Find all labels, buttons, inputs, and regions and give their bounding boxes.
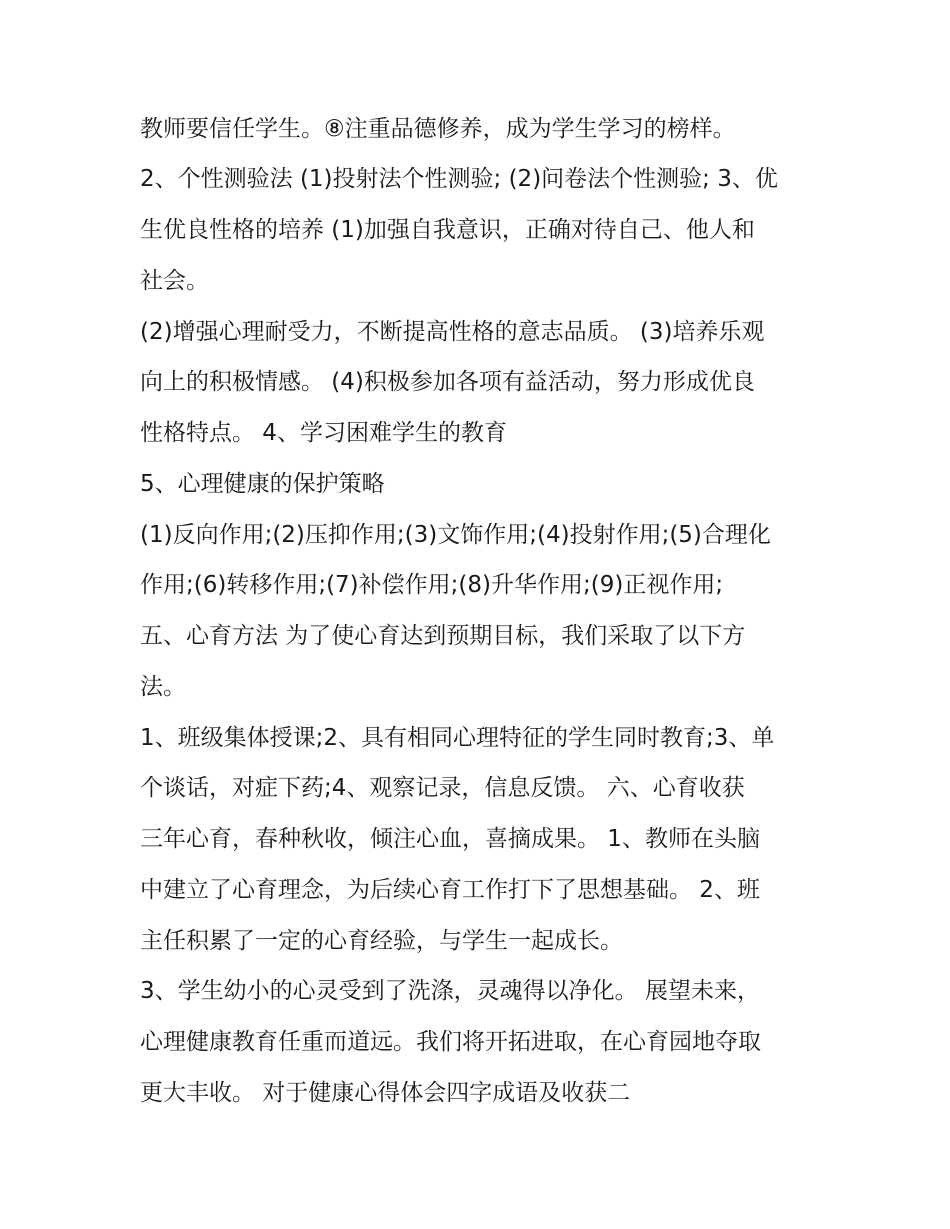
text-line-6: 向上的积极情感。 (4)积极参加各项有益活动，努力形成优良 <box>140 369 755 395</box>
text-line-2: 2、个性测验法 (1)投射法个性测验; (2)问卷法个性测验; 3、优 <box>140 166 778 192</box>
text-line-16: 中建立了心育理念，为后续心育工作打下了思想基础。 2、班 <box>140 877 760 903</box>
text-line-13: 1、班级集体授课;2、具有相同心理特征的学生同时教育;3、单 <box>140 725 775 751</box>
text-line-20: 更大丰收。 对于健康心得体会四字成语及收获二 <box>140 1080 631 1106</box>
text-line-4: 社会。 <box>140 268 209 294</box>
text-line-8: 5、心理健康的保护策略 <box>140 471 385 497</box>
text-line-17: 主任积累了一定的心育经验，与学生一起成长。 <box>140 928 623 954</box>
text-line-1: 教师要信任学生。⑧注重品德修养，成为学生学习的榜样。 <box>140 116 736 142</box>
text-line-3: 生优良性格的培养 (1)加强自我意识，正确对待自己、他人和 <box>140 217 755 243</box>
text-line-7: 性格特点。 4、学习困难学生的教育 <box>140 420 507 446</box>
text-line-9: (1)反向作用;(2)压抑作用;(3)文饰作用;(4)投射作用;(5)合理化 <box>140 522 771 548</box>
text-line-19: 心理健康教育任重而道远。我们将开拓进取，在心育园地夺取 <box>140 1029 761 1055</box>
text-line-11: 五、心育方法 为了使心育达到预期目标，我们采取了以下方 <box>140 623 746 649</box>
text-line-12: 法。 <box>140 674 186 700</box>
text-line-10: 作用;(6)转移作用;(7)补偿作用;(8)升华作用;(9)正视作用; <box>140 572 724 598</box>
text-line-14: 个谈话，对症下药;4、观察记录，信息反馈。 六、心育收获 <box>140 775 745 801</box>
text-line-15: 三年心育，春种秋收，倾注心血，喜摘成果。 1、教师在头脑 <box>140 826 760 852</box>
text-line-18: 3、学生幼小的心灵受到了洗涤，灵魂得以净化。 展望未来， <box>140 978 760 1004</box>
text-line-5: (2)增强心理耐受力，不断提高性格的意志品质。 (3)培养乐观 <box>140 319 765 345</box>
